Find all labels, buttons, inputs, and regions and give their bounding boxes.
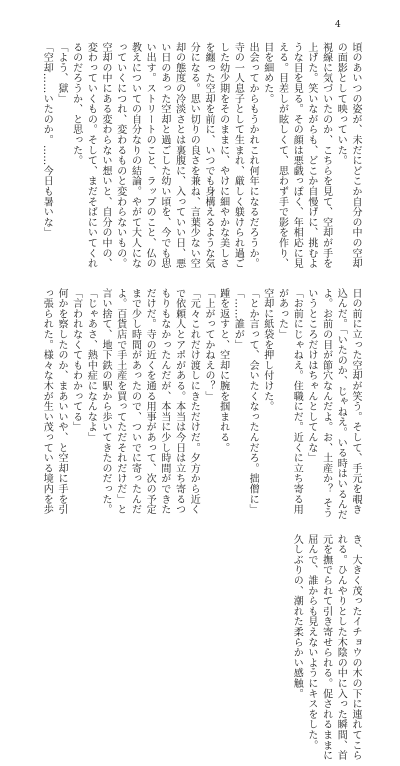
dialogue-line: 「とか言って、会いたくなったんだろ。拙僧に」: [247, 288, 259, 515]
paragraph: 何かを察したのか、まあいいや、と空却に手を引っ張られた。様々な木が生い茂っている境内を歩き、大きく茂ったイチョウの木の下に連れてこられる。ひんやりとした木陰の中に入った瞬間、首元を撫でられて引き寄せられる。促されるままに屈んで、誰からも見えないようにキスをした。: [41, 288, 361, 761]
dialogue-line: 「空却……いたのか。……今日も暑いな」: [41, 42, 53, 238]
dialogue-line: 「言われなくてもわかってる」: [70, 288, 82, 433]
paragraph: 出会ってからもうかれこれ何年になるだろうか。: [247, 42, 259, 269]
page-number: 4: [335, 20, 341, 30]
paragraph: 日の前に立った空却が笑う。そして、手元を覗き込んだ。「いたのか、じゃねえ。いる時はいるんだよ。お前の目が節穴なんだよ。お、土産か？ そういうところだけはちゃんとしてんな」: [305, 288, 361, 520]
dialogue-line: 「よう、獄」: [55, 42, 67, 104]
dialogue-line: 「上がってかねえの？」: [202, 288, 214, 402]
vertical-body-text: [38, 42, 362, 761]
paragraph: 踵を返すと、空却に腕を掴まれる。: [217, 288, 229, 453]
paragraph: 頃のあいつの姿が、未だにどこか自分の中の空却の面影として映っていた。: [335, 42, 361, 269]
dialogue-line: 「……誰が」: [232, 288, 244, 350]
dialogue-line: 「お前にじゃねえ。住職にだ。近くに立ち寄る用があった」: [276, 288, 303, 515]
paragraph: 久しぶりの、潮れた柔らかい感触。: [291, 534, 303, 699]
dialogue-line: 「じゃあさ、熱中症になんなよ」: [85, 288, 97, 443]
paragraph: 空却に紙袋を押し付けた。: [261, 288, 273, 412]
paragraph: 視線に気づいたのか、こちらを見て、空却が手を上げた。笑いながらも、どこか自慢げに、挑むような目を見る。その顔は悪戯っぽく、年相応に見える。目差しが眩しくて、思わず手で影を作り、目を細めた。: [261, 42, 332, 269]
paragraph: 寺の一人息子として生まれ、厳しく躾けられ過ごした幼少期をそのままに、やけに細やかな美しさを纏った空却を前に、いつでも身構えるような気分になる。思い切りの良さを兼ね、言葉少ない空却の態度の冷淡さとは裏腹に、入っていい日、悪い日のあった空却と過ごした幼い頃を、今でも思い出す。ストリートのこと、ラップのこと、仏の教えについての自分なりの結論。やがて大人になっていくにつれ、変わるものと変わらないもの。空却の中にある変わらない想いと、自分の中の、変わっていくもの。そして、まだそばにいてくれるのだろうか、と思った。: [70, 42, 244, 269]
dialogue-line: 「元々これだけ渡しにきただけだ。夕方から近くで依頼人とアポがある。本当は今日は立ち寄るつもりもなかったんだが、本当に少し時間ができただけだ。寺の近くを通る用事があって、次の予定まで少し時間があったので、ついでに寄ったんだよ。百貨店で手土産を買ってただそれだけだ」と言い捨て、地下鉄の駅から歩いてきたのだった。: [100, 288, 200, 515]
